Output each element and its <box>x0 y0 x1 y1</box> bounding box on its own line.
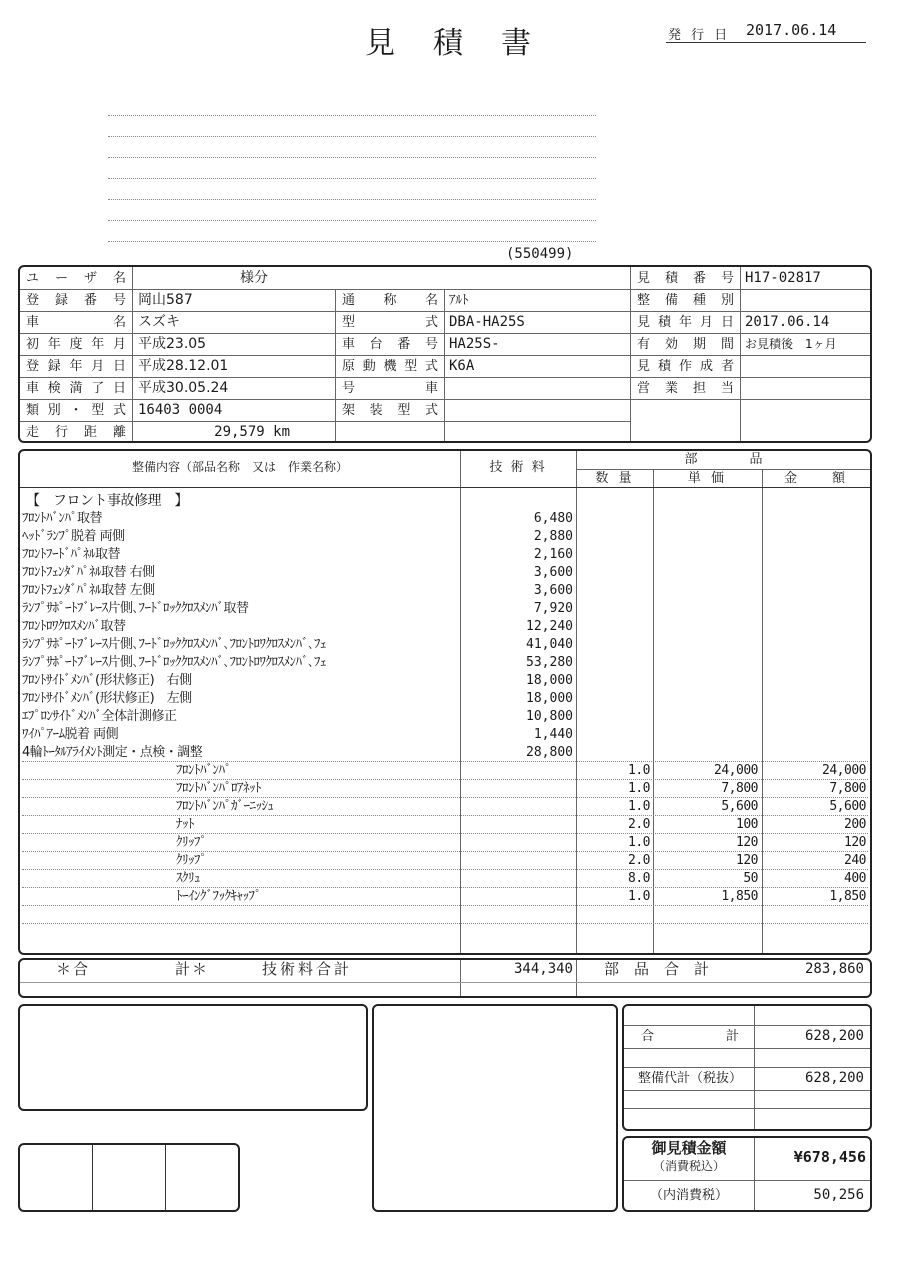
value-valid-period: お見積後 1ヶ月 <box>745 337 837 351</box>
value-reg-date: 平成28.12.01 <box>138 358 229 374</box>
labor-description: ﾌﾛﾝﾄﾌｰﾄﾞﾊﾟﾈﾙ取替 <box>22 547 121 562</box>
value-model-type: 16403 0004 <box>138 402 223 418</box>
part-quantity: 1.0 <box>628 781 650 796</box>
part-quantity: 1.0 <box>628 889 650 904</box>
labor-description: ﾗﾝﾌﾟｻﾎﾟｰﾄﾌﾞﾚｰｽ片側､ﾌｰﾄﾞﾛｯｸｸﾛｽﾒﾝﾊﾞ､ﾌﾛﾝﾄﾛﾜｸﾛｽﾒﾝﾊﾞ､ﾌｪ <box>22 655 327 670</box>
section-title: 【 フロント事故修理 】 <box>26 493 188 509</box>
grand-total-label: ＊合 計＊ <box>56 960 210 978</box>
label-first-year: 初年度年月 <box>26 337 126 352</box>
labor-tech-fee: 1,440 <box>533 727 573 742</box>
part-quantity: 1.0 <box>628 763 650 778</box>
estimate-tax-note: （消費税込） <box>652 1159 725 1173</box>
label-user: ユーザ名 <box>26 271 126 286</box>
value-engine-type: K6A <box>449 358 475 374</box>
labor-description: 4輪ﾄｰﾀﾙｱﾗｲﾒﾝﾄ測定・点検・調整 <box>22 745 203 760</box>
label-reg-date: 登録年月日 <box>26 359 126 374</box>
part-unit-price: 7,800 <box>721 781 758 796</box>
label-estimate-date: 見積年月日 <box>637 315 734 330</box>
label-body-type: 架装型式 <box>342 403 438 418</box>
part-amount: 5,600 <box>829 799 866 814</box>
part-name: ﾌﾛﾝﾄﾊﾞﾝﾊﾟﾛｱﾈｯﾄ <box>176 781 261 796</box>
address-line <box>108 178 596 179</box>
service-subtotal: 628,200 <box>804 1070 864 1086</box>
part-unit-price: 24,000 <box>714 763 758 778</box>
part-name: ﾌﾛﾝﾄﾊﾞﾝﾊﾟｶﾞｰﾆｯｼｭ <box>176 799 274 814</box>
value-user: 様分 <box>240 270 268 286</box>
address-line <box>108 220 596 221</box>
labor-description: ﾌﾛﾝﾄｻｲﾄﾞﾒﾝﾊﾞ(形状修正) 右側 <box>22 673 192 688</box>
col-header-unit-price: 単 価 <box>687 471 728 486</box>
value-mileage: 29,579 km <box>214 424 290 440</box>
label-model-type: 類別・型式 <box>26 403 126 418</box>
tech-total-label: 技術料合計 <box>262 960 353 978</box>
estimate-label: 御見積金額 <box>651 1139 727 1157</box>
labor-description: ﾌﾛﾝﾄﾌｪﾝﾀﾞﾊﾟﾈﾙ取替 右側 <box>22 565 155 580</box>
notes-box <box>372 1004 618 1212</box>
row-separator <box>22 761 868 762</box>
value-inspection-date: 平成30.05.24 <box>138 380 229 396</box>
labor-tech-fee: 6,480 <box>533 511 573 526</box>
labor-description: ｴﾌﾟﾛﾝｻｲﾄﾞﾒﾝﾊﾞ全体計測修正 <box>22 709 177 724</box>
labor-description: ﾌﾛﾝﾄﾛﾜｸﾛｽﾒﾝﾊﾞ取替 <box>22 619 126 634</box>
estimate-amount: ¥678,456 <box>793 1148 866 1166</box>
col-header-quantity: 数 量 <box>595 471 635 486</box>
labor-tech-fee: 18,000 <box>526 673 573 688</box>
row-separator <box>22 905 868 906</box>
labor-description: ﾌﾛﾝﾄﾊﾞﾝﾊﾟ取替 <box>22 511 103 526</box>
labor-description: ﾌﾛﾝﾄﾌｪﾝﾀﾞﾊﾟﾈﾙ取替 左側 <box>22 583 155 598</box>
part-amount: 1,850 <box>829 889 866 904</box>
part-quantity: 8.0 <box>628 871 650 886</box>
consumption-tax-label: （内消費税） <box>649 1188 728 1203</box>
tech-total: 344,340 <box>513 961 573 977</box>
label-chassis-number: 車台番号 <box>342 337 438 352</box>
value-common-name: ｱﾙﾄ <box>449 293 469 308</box>
issue-date-underline <box>666 42 866 43</box>
value-reg-number: 岡山587 <box>138 292 193 308</box>
row-separator <box>22 869 868 870</box>
part-unit-price: 1,850 <box>721 889 758 904</box>
row-separator <box>22 851 868 852</box>
service-subtotal-label: 整備代計（税抜） <box>638 1071 743 1086</box>
address-line <box>108 136 596 137</box>
value-estimate-number: H17-02817 <box>745 270 821 286</box>
part-quantity: 2.0 <box>628 853 650 868</box>
labor-tech-fee: 41,040 <box>526 637 573 652</box>
labor-description: ﾗﾝﾌﾟｻﾎﾟｰﾄﾌﾞﾚｰｽ片側､ﾌｰﾄﾞﾛｯｸｸﾛｽﾒﾝﾊﾞ､ﾌﾛﾝﾄﾛﾜｸﾛｽﾒﾝﾊﾞ､ﾌｪ <box>22 637 327 652</box>
value-first-year: 平成23.05 <box>138 336 207 352</box>
part-quantity: 2.0 <box>628 817 650 832</box>
part-unit-price: 50 <box>743 871 758 886</box>
part-name: ｸﾘｯﾌﾟ <box>176 835 207 850</box>
part-unit-price: 120 <box>736 835 758 850</box>
address-line <box>108 115 596 116</box>
label-car-name: 車名 <box>26 315 126 330</box>
label-sales-rep: 営業担当 <box>637 381 734 396</box>
part-amount: 7,800 <box>829 781 866 796</box>
row-separator <box>22 815 868 816</box>
part-amount: 120 <box>844 835 866 850</box>
label-mileage: 走行距離 <box>26 425 126 440</box>
value-car-name: スズキ <box>138 314 180 330</box>
remarks-box <box>18 1004 368 1111</box>
consumption-tax: 50,256 <box>813 1187 864 1203</box>
labor-tech-fee: 10,800 <box>526 709 573 724</box>
labor-description: ﾗﾝﾌﾟｻﾎﾟｰﾄﾌﾞﾚｰｽ片側､ﾌｰﾄﾞﾛｯｸｸﾛｽﾒﾝﾊﾞ取替 <box>22 601 249 616</box>
part-unit-price: 5,600 <box>721 799 758 814</box>
row-separator <box>22 833 868 834</box>
issue-date: 2017.06.14 <box>746 21 837 39</box>
labor-description: ﾜｲﾊﾟｱｰﾑ脱着 両側 <box>22 727 119 742</box>
label-reg-number: 登録番号 <box>26 293 126 308</box>
labor-tech-fee: 3,600 <box>533 583 573 598</box>
part-name: ﾄｰｲﾝｸﾞﾌｯｸｷｬｯﾌﾟ <box>176 889 261 904</box>
labor-description: ﾍｯﾄﾞﾗﾝﾌﾟ脱着 両側 <box>22 529 125 544</box>
labor-tech-fee: 18,000 <box>526 691 573 706</box>
summary-total-label: 合 計 <box>641 1029 739 1044</box>
part-quantity: 1.0 <box>628 799 650 814</box>
label-estimate-author: 見積作成者 <box>637 359 734 374</box>
col-header-amount: 金 額 <box>783 471 848 486</box>
address-line <box>108 199 596 200</box>
label-common-name: 通称名 <box>342 293 438 308</box>
row-separator <box>22 887 868 888</box>
col-header-description: 整備内容（部品名称 又は 作業名称） <box>131 460 348 474</box>
labor-tech-fee: 28,800 <box>526 745 573 760</box>
issue-date-label: 発 行 日 <box>668 28 731 43</box>
col-header-parts: 部 品 <box>684 452 763 467</box>
part-name: ﾅｯﾄ <box>176 817 194 832</box>
value-estimate-date: 2017.06.14 <box>745 314 830 330</box>
page-title: 見 積 書 <box>365 26 535 61</box>
label-car-number: 号車 <box>342 381 438 396</box>
part-amount: 240 <box>844 853 866 868</box>
labor-tech-fee: 3,600 <box>533 565 573 580</box>
stamp-box <box>18 1143 240 1212</box>
labor-tech-fee: 53,280 <box>526 655 573 670</box>
parts-total: 283,860 <box>804 961 864 977</box>
value-type: DBA-HA25S <box>449 314 525 330</box>
part-amount: 200 <box>844 817 866 832</box>
part-quantity: 1.0 <box>628 835 650 850</box>
part-name: ｸﾘｯﾌﾟ <box>176 853 207 868</box>
part-unit-price: 100 <box>736 817 758 832</box>
parts-total-label: 部 品 合 計 <box>604 960 710 978</box>
part-amount: 400 <box>844 871 866 886</box>
part-name: ｽｸﾘｭ <box>176 871 200 886</box>
row-separator <box>22 779 868 780</box>
address-line <box>108 241 596 242</box>
label-type: 型式 <box>342 315 438 330</box>
label-service-type: 整備種別 <box>637 293 734 308</box>
labor-description: ﾌﾛﾝﾄｻｲﾄﾞﾒﾝﾊﾞ(形状修正) 左側 <box>22 691 192 706</box>
reference-number: (550499) <box>506 246 574 262</box>
part-name: ﾌﾛﾝﾄﾊﾞﾝﾊﾟ <box>176 763 231 778</box>
labor-tech-fee: 12,240 <box>526 619 573 634</box>
label-inspection-date: 車検満了日 <box>26 381 126 396</box>
part-unit-price: 120 <box>736 853 758 868</box>
labor-tech-fee: 2,160 <box>533 547 573 562</box>
col-header-tech-fee: 技 術 料 <box>489 460 547 475</box>
labor-tech-fee: 7,920 <box>533 601 573 616</box>
label-engine-type: 原動機型式 <box>342 359 438 374</box>
label-estimate-number: 見積番号 <box>637 271 734 286</box>
row-separator <box>22 797 868 798</box>
row-separator <box>22 923 868 924</box>
summary-total: 628,200 <box>804 1028 864 1044</box>
labor-tech-fee: 2,880 <box>533 529 573 544</box>
label-valid-period: 有効期間 <box>637 337 734 352</box>
value-chassis-number: HA25S- <box>449 336 500 352</box>
address-line <box>108 157 596 158</box>
part-amount: 24,000 <box>822 763 866 778</box>
